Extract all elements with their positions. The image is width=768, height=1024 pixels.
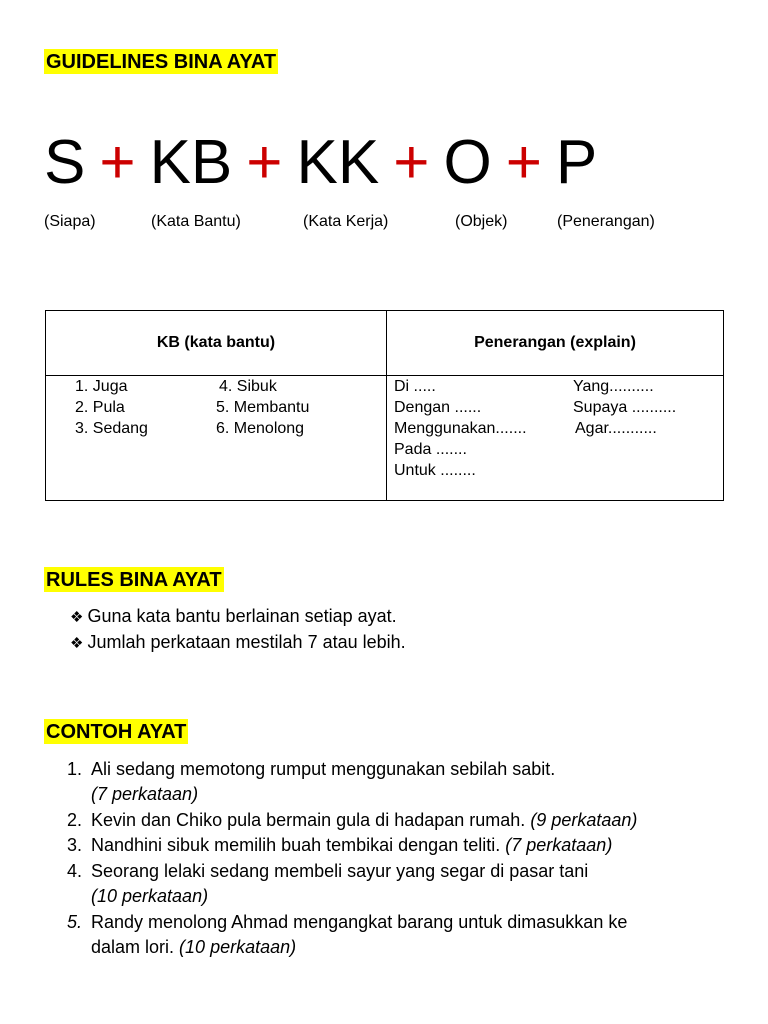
kb-item: 2. Pula bbox=[75, 399, 125, 416]
kb-item: 5. Membantu bbox=[216, 399, 310, 416]
formula-part-o: O bbox=[443, 128, 492, 197]
kb-item: 3. Sedang bbox=[75, 420, 148, 437]
formula-plus: + bbox=[99, 128, 136, 197]
example-text: Ali sedang memotong rumput menggunakan sebilah sabit. bbox=[91, 759, 556, 779]
diamond-bullet-icon: ❖ bbox=[70, 635, 84, 652]
example-number: 5. bbox=[67, 912, 83, 932]
formula-plus: + bbox=[505, 128, 542, 197]
rule-text: Jumlah perkataan mestilah 7 atau lebih. bbox=[87, 632, 406, 652]
example-item bbox=[67, 833, 612, 858]
penerangan-item: Supaya .......... bbox=[573, 399, 677, 416]
penerangan-item: Agar........... bbox=[575, 420, 657, 437]
table-header-row bbox=[46, 311, 724, 376]
example-text: Seorang lelaki sedang membeli sayur yang segar di pasar tani bbox=[91, 861, 589, 881]
example-number: 4. bbox=[67, 861, 83, 881]
formula-part-p: P bbox=[555, 128, 598, 197]
example-number: 1. bbox=[67, 759, 83, 779]
header-kb: KB (kata bantu) bbox=[46, 311, 387, 376]
example-item bbox=[67, 808, 637, 833]
sentence-formula bbox=[44, 128, 597, 198]
penerangan-cell bbox=[387, 376, 724, 501]
kb-item: 4. Sibuk bbox=[219, 378, 277, 395]
rule-text: Guna kata bantu berlainan setiap ayat. bbox=[87, 606, 397, 626]
label-kata-kerja: (Kata Kerja) bbox=[303, 213, 389, 230]
formula-plus: + bbox=[246, 128, 283, 197]
example-number: 3. bbox=[67, 835, 83, 855]
penerangan-item: Pada ....... bbox=[394, 441, 467, 458]
formula-part-kb: KB bbox=[149, 128, 233, 197]
formula-part-kk: KK bbox=[296, 128, 380, 197]
rules-heading: RULES BINA AYAT bbox=[46, 569, 222, 591]
label-penerangan: (Penerangan) bbox=[557, 213, 655, 230]
kb-item: 6. Menolong bbox=[216, 420, 305, 437]
label-siapa: (Siapa) bbox=[44, 213, 96, 230]
label-kata-bantu: (Kata Bantu) bbox=[151, 213, 241, 230]
word-count: (9 perkataan) bbox=[530, 810, 638, 830]
example-text: Randy menolong Ahmad mengangkat barang untuk dimasukkan ke bbox=[91, 912, 628, 932]
kb-item: 1. Juga bbox=[75, 378, 128, 395]
example-item bbox=[67, 910, 627, 960]
table-row bbox=[46, 376, 724, 501]
formula-part-s: S bbox=[44, 128, 86, 197]
header-penerangan: Penerangan (explain) bbox=[387, 311, 724, 376]
example-text-continued: dalam lori. bbox=[91, 937, 175, 957]
example-number: 2. bbox=[67, 810, 83, 830]
example-item bbox=[67, 757, 555, 807]
example-text: Kevin dan Chiko pula bermain gula di hadapan rumah. bbox=[91, 810, 526, 830]
rule-item bbox=[70, 604, 397, 630]
rule-item bbox=[70, 630, 406, 656]
example-text: Nandhini sibuk memilih buah tembikai dengan teliti. bbox=[91, 835, 501, 855]
label-objek: (Objek) bbox=[455, 213, 508, 230]
penerangan-item: Untuk ........ bbox=[394, 462, 476, 479]
formula-plus: + bbox=[393, 128, 430, 197]
kb-cell bbox=[46, 376, 387, 501]
word-count: (7 perkataan) bbox=[91, 784, 199, 804]
penerangan-item: Yang.......... bbox=[573, 378, 654, 395]
penerangan-item: Dengan ...... bbox=[394, 399, 482, 416]
example-item bbox=[67, 859, 588, 909]
word-count: (10 perkataan) bbox=[91, 886, 209, 906]
word-count: (7 perkataan) bbox=[505, 835, 613, 855]
penerangan-item: Menggunakan....... bbox=[394, 420, 527, 437]
kb-penerangan-table bbox=[45, 310, 724, 501]
word-count: (10 perkataan) bbox=[179, 937, 297, 957]
penerangan-item: Di ..... bbox=[394, 378, 436, 395]
contoh-heading: CONTOH AYAT bbox=[46, 721, 187, 743]
guidelines-heading: GUIDELINES BINA AYAT bbox=[46, 51, 277, 73]
diamond-bullet-icon: ❖ bbox=[70, 609, 84, 626]
